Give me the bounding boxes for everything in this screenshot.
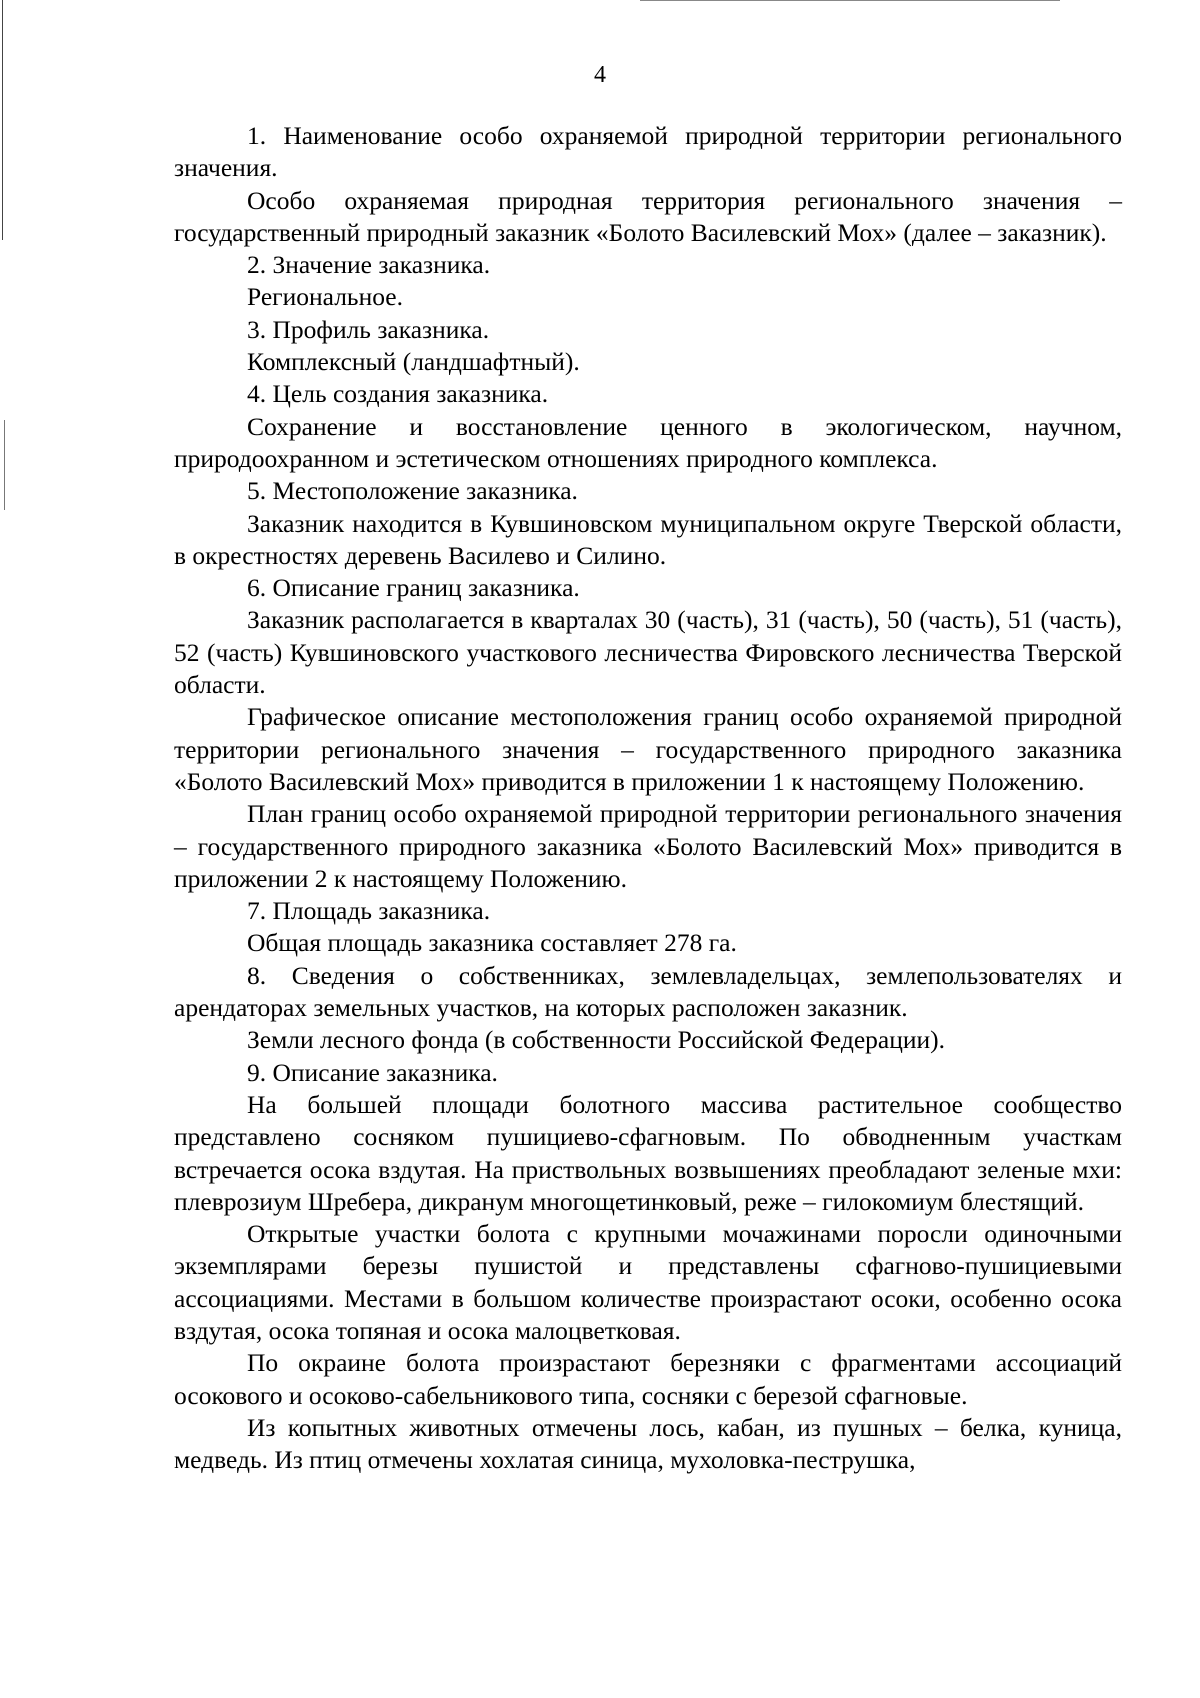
paragraph: Земли лесного фонда (в собственности Российской Федерации). <box>247 1025 946 1055</box>
scan-edge-mark <box>2 0 3 240</box>
paragraph: На большей площади болотного массива растительное сообщество представлено сосняком пушициево-сфагновым. По обводненным участкам встречается осока вздутая. На приствольных возвышениях преобладают зеленые мхи: плеврозиум Шребера, дикранум многощетинковый, реже – гилокомиум блестящий. <box>174 1089 1122 1216</box>
paragraph: Общая площадь заказника составляет 278 га. <box>247 928 737 958</box>
paragraph-heading-5: 5. Местоположение заказника. <box>247 476 578 506</box>
paragraph: Региональное. <box>247 282 403 312</box>
paragraph-heading-6: 6. Описание границ заказника. <box>247 573 580 603</box>
paragraph-heading-4: 4. Цель создания заказника. <box>247 379 549 409</box>
document-body <box>174 120 1122 1476</box>
paragraph: По окраине болота произрастают березняки с фрагментами ассоциаций осокового и осоково-сабельникового типа, сосняки с березой сфагновые. <box>174 1348 1122 1410</box>
paragraph: Из копытных животных отмечены лось, кабан, из пушных – белка, куница, медведь. Из птиц отмечены хохлатая синица, мухоловка-пеструшка, <box>174 1412 1122 1475</box>
paragraph-heading-1: 1. Наименование особо охраняемой природной территории регионального значения. <box>174 121 1122 183</box>
paragraph: Графическое описание местоположения границ особо охраняемой природной территории регионального значения – государственного природного заказника «Болото Василевский Мох» приводится в приложении 1 к настоящему Положению. <box>174 702 1122 796</box>
paragraph-heading-7: 7. Площадь заказника. <box>247 896 491 926</box>
paragraph: Особо охраняемая природная территория регионального значения – государственный природный заказник «Болото Василевский Мох» (далее – заказник). <box>174 185 1122 247</box>
paragraph-heading-8: 8. Сведения о собственниках, землевладельцах, землепользователях и арендаторах земельных участков, на которых расположен заказник. <box>174 960 1122 1023</box>
paragraph-heading-3: 3. Профиль заказника. <box>247 314 490 344</box>
paragraph-heading-2: 2. Значение заказника. <box>247 250 491 280</box>
paragraph: Заказник располагается в кварталах 30 (часть), 31 (часть), 50 (часть), 51 (часть), 52 (часть) Кувшиновского участкового лесничества Фировского лесничества Тверской области. <box>174 605 1122 700</box>
paragraph-heading-9: 9. Описание заказника. <box>247 1057 498 1087</box>
scan-edge-mark <box>640 0 1060 1</box>
paragraph: План границ особо охраняемой природной территории регионального значения – государственного природного заказника «Болото Василевский Мох» приводится в приложении 2 к настоящему Положению. <box>174 799 1122 893</box>
paragraph: Открытые участки болота с крупными мочажинами поросли одиночными экземплярами березы пушистой и представлены сфагново-пушициевыми ассоциациями. Местами в большом количестве произрастают осоки, особенно осока вздутая, осока топяная и осока малоцветковая. <box>174 1219 1122 1345</box>
scan-edge-mark <box>4 420 5 510</box>
page-number: 4 <box>594 62 606 88</box>
paragraph: Сохранение и восстановление ценного в экологическом, научном, природоохранном и эстетическом отношениях природного комплекса. <box>174 411 1122 473</box>
paragraph: Комплексный (ландшафтный). <box>247 347 580 377</box>
paragraph: Заказник находится в Кувшиновском муниципальном округе Тверской области, в окрестностях деревень Василево и Силино. <box>174 508 1122 570</box>
